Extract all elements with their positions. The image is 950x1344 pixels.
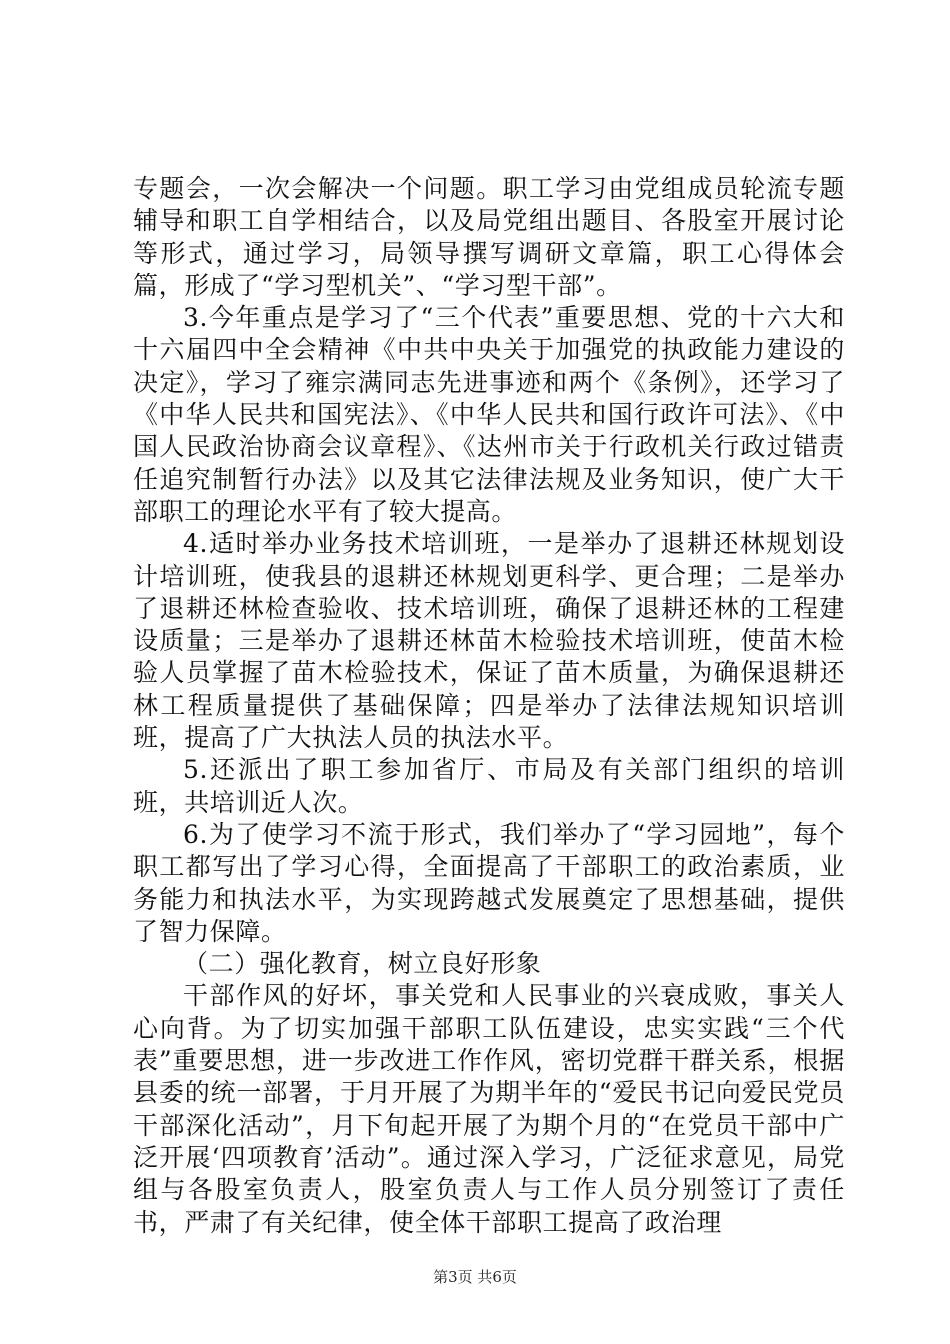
paragraph-continuation: 专题会，一次会解决一个问题。职工学习由党组成员轮流专题辅导和职工自学相结合，以及局党组出题目、各股室开展讨论等形式，通过学习，局领导撰写调研文章篇，职工心得体会篇，形成了“学习型机关”、“学习型干部”。 [133,174,845,300]
paragraph-item-3: 3.今年重点是学习了“三个代表”重要思想、党的十六大和十六届四中全会精神《中共中央关于加强党的执政能力建设的决定》，学习了雍宗满同志先进事迹和两个《条例》，还学习了《中华人民共和国宪法》、《中华人民共和国行政许可法》、《中国人民政治协商会议章程》、《达州市关于行政机关行政过错责任追究制暂行办法》以及其它法律法规及业务知识，使广大干部职工的理论水平有了较大提高。 [133,303,845,526]
paragraph-item-5: 5.还派出了职工参加省厅、市局及有关部门组织的培训班，共培训近人次。 [133,755,845,817]
paragraph-section-body: 干部作风的好坏，事关党和人民事业的兴衰成败，事关人心向背。为了切实加强干部职工队伍建设，忠实实践“三个代表”重要思想，进一步改进工作作风，密切党群干群关系，根据县委的统一部署，于月开展了为期半年的“爱民书记向爱民党员干部深化活动”，月下旬起开展了为期个月的“在党员干部中广泛开展‘四项教育’活动”。通过深入学习，广泛征求意见，局党组与各股室负责人，股室负责人与工作人员分别签订了责任书，严肃了有关纪律，使全体干部职工提高了政治理 [133,981,845,1237]
paragraph-item-4: 4.适时举办业务技术培训班，一是举办了退耕还林规划设计培训班，使我县的退耕还林规划更科学、更合理；二是举办了退耕还林检查验收、技术培训班，确保了退耕还林的工程建设质量；三是举办了退耕还林苗木检验技术培训班，使苗木检验人员掌握了苗木检验技术，保证了苗木质量，为确保退耕还林工程质量提供了基础保障；四是举办了法律法规知识培训班，提高了广大执法人员的执法水平。 [133,529,845,753]
document-body [133,173,845,1239]
section-heading: （二）强化教育，树立良好形象 [183,949,542,979]
paragraph-item-6: 6.为了使学习不流于形式，我们举办了“学习园地”，每个职工都写出了学习心得，全面提高了干部职工的政治素质，业务能力和执法水平，为实现跨越式发展奠定了思想基础，提供了智力保障。 [133,819,845,946]
page-footer: 第3页 共6页 [433,1268,517,1286]
